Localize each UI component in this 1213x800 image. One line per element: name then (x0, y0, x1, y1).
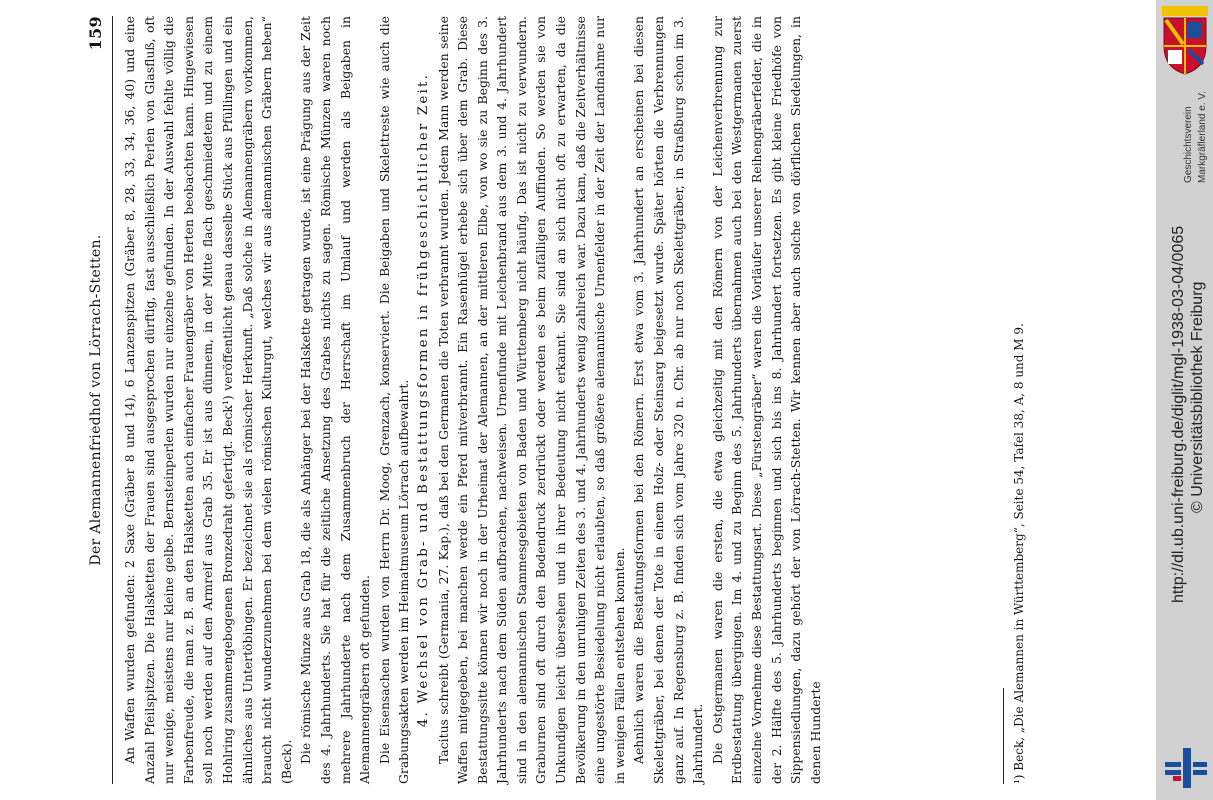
source-url-link[interactable]: http://dl.ub.uni-freiburg.de/diglit/mgl-1938-03-04/0065 (1170, 225, 1187, 603)
university-library-logo-icon (1163, 748, 1209, 788)
running-head (88, 16, 110, 784)
body-text (120, 16, 825, 784)
society-name-line2: Markgräflerland e. V. (1197, 91, 1208, 183)
footnote-rule (1003, 688, 1004, 784)
page-number: 159 (86, 16, 105, 51)
paragraph: Die Eisensachen wurden von Herrn Dr. Moog, Grenzach, konserviert. Die Beigaben und Skelettreste wie auch die Grabungsakten werden im Heimatmuseum Lörrach aufbewahrt. (376, 16, 412, 784)
coat-of-arms-icon (1160, 6, 1210, 76)
paragraph: Die römische Münze aus Grab 18, die als Anhänger bei der Halskette getragen wurde, ist eine Prägung aus der Zeit des 4. Jahrhunderts. Sie hat für die zeitliche Ansetzung des Grabes nichts zu sagen. Römische Münzen waren noch mehrere Jahrhunderte nach dem Zusammenbruch der Herrschaft im Umlauf und werden als Beigaben in Alemannengräbern oft gefunden. (298, 16, 373, 784)
header-rule (112, 16, 113, 784)
paragraph: Tacitus schreibt (Germania, 27. Kap.), daß bei den Germanen die Toten verbrannt wurden. Jedem Mann werden seine Waffen mitgegeben, bei manchen werde ein Pferd mitverbrannt. Ein Rasenhügel erhebe sich über dem Grab. Diese Bestattungssitte können wir noch in der Urheimat der Alemannen, an der mittleren Elbe, von wo sie zu Beginn des 3. Jahrhunderts nach dem Süden aufbrachen, nachweisen. Urnenfunde mit Leichenbrand aus dem 3. und 4. Jahrhundert sind in den alemannischen Stammesgebieten von Baden und Württemberg nicht häufig. Das ist nicht zu verwundern. Graburnen sind oft durch den Bodendruck zerdrückt oder werden es beim zufälligen Auffinden. So werden sie von Unkundigen leicht übersehen und in ihrer Bedeutung nicht erkannt. Sie sind an sich nicht oft zu erwarten, da die Bevölkerung in den unruhigen Zeiten des 3. und 4. Jahrhunderts wenig zahlreich war. Dazu kam, daß die Zeitverhältnisse eine ungestörte Besiedelung nicht erlaubten, so daß größere alemannische Urnenfelder in der Zeit der Landnahme nur in wenigen Fällen entstehen konnten. (435, 16, 627, 784)
running-title: Der Alemannenfriedhof von Lörrach-Stetten. (88, 234, 104, 566)
footnote: ¹) Beck, „Die Alemannen in Württemberg“, Seite 54, Tafel 38, A, 8 und M 9. (1012, 323, 1026, 784)
paragraph: Aehnlich waren die Bestattungsformen bei den Römern. Erst etwa vom 3. Jahrhundert an erscheinen bei diesen Skelettgräber, bei denen der Tote in einem Holz- oder Steinsarg beigesetzt wurde. Später hörten die Verbrennungen ganz auf. In Regensburg z. B. finden sich vom Jahre 320 n. Chr. ab nur noch Skelettgräber, in Straßburg schon im 3. Jahrhundert. (631, 16, 706, 784)
page-content (88, 16, 1088, 784)
copyright-text: © Universitätsbibliothek Freiburg (1189, 281, 1206, 513)
society-name-line1: Geschichtsverein (1183, 106, 1194, 183)
section-heading: 4. Wechsel von Grab- und Bestattungsformen in frühgeschichtlicher Zeit. (415, 72, 431, 728)
paragraph: Die Ostgermanen waren die ersten, die etwa gleichzeitig mit den Römern von der Leichenverbrennung zur Erdbestattung übergingen. Im 4. und zu Beginn des 5. Jahrhunderts übernahmen auch bei den Westgermanen zuerst einzelne Vornehme diese Bestattungsart. Diese „Fürstengräber“ waren die Vorläufer unserer Reihengräberfelder, die in der 2. Hälfte des 5. Jahrhunderts beginnen und sich bis ins 8. Jahrhundert fortsetzen. Es gibt kleine Friedhöfe von Sippensiedlungen, dazu gehört der von Lörrach-Stetten. Wir kennen aber auch solche von dörflichen Siedelungen, in denen Hunderte (709, 16, 823, 784)
paragraph: An Waffen wurden gefunden: 2 Saxe (Gräber 8 und 14), 6 Lanzenspitzen (Gräber 8, 28, 33, 34, 36, 40) und eine Anzahl Pfeilspitzen. Die Halsketten der Frauen sind ausgesprochen dürftig, fast ausschließlich Perlen von Glasfluß, oft nur wenige, meistens nur kleine gelbe. Bernsteinperlen wurden nur einzelne gefunden. In der Auswahl fehlte völlig die Farbenfreude, die man z. B. an den Halsketten auch einfacher Frauengräber von Herten beobachten kann. Hingewiesen soll noch werden auf den Armreif aus Grab 35. Er ist aus dünnem, in der Mitte flach geschmiedetem und zu einem Hohlring zusammengebogenen Bronzedraht gefertigt. Beck¹) veröffentlicht genau dasselbe Stück aus Pfüllingen und ein ähnliches aus Untertöbingen. Er bezeichnet sie als römischer Herkunft. „Daß solche in Alemannengräbern vorkommen, braucht nicht wunderzunehmen bei dem vielen römischen Kulturgut, welches wir aus alemannischen Gräbern heben“ (Beck). (122, 16, 294, 784)
